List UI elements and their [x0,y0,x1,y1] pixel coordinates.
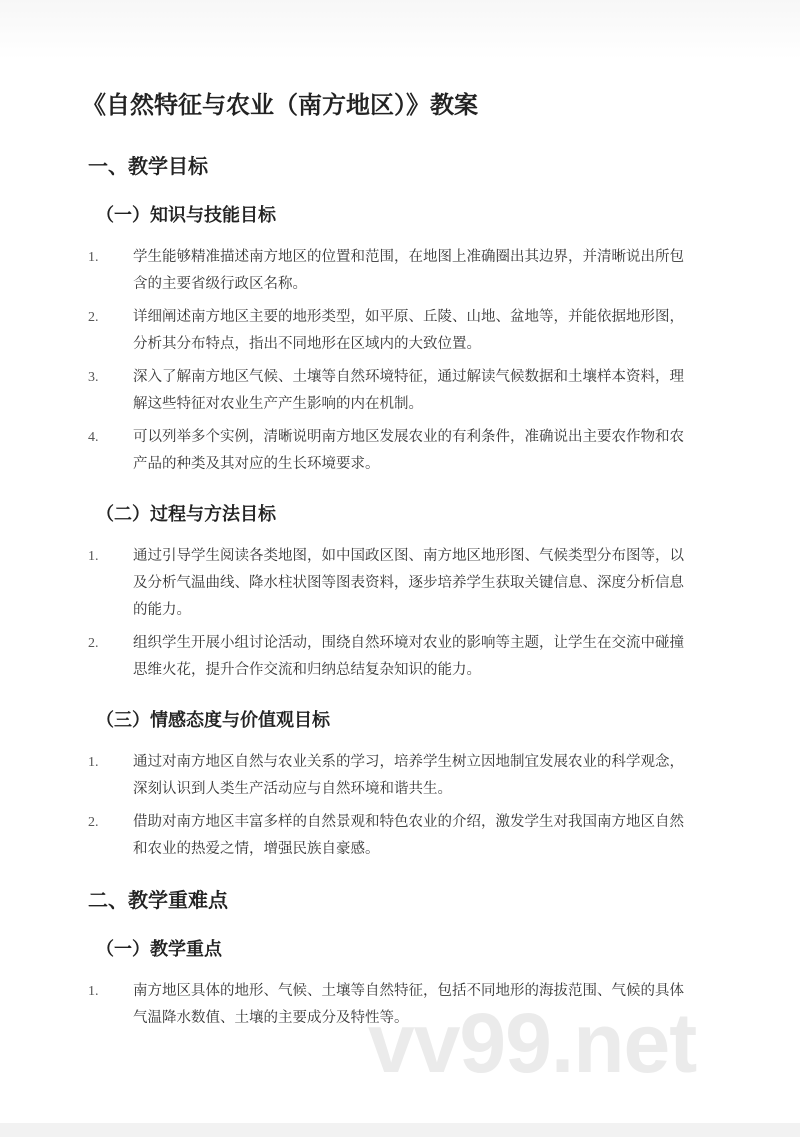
list-item [88,304,692,358]
list-item-number: 3. [88,370,99,385]
list-item-number: 1. [88,755,99,770]
list-item-text: 通过对南方地区自然与农业关系的学习，培养学生树立因地制宜发展农业的科学观念，深刻认识到人类生产活动应与自然环境和谐共生。 [133,754,684,797]
list-item [88,809,692,863]
numbered-list [88,543,692,684]
list-item-text: 借助对南方地区丰富多样的自然景观和特色农业的介绍，激发学生对我国南方地区自然和农业的热爱之情，增强民族自豪感。 [133,814,684,857]
list-item-number: 1. [88,549,99,564]
list-item-text: 学生能够精准描述南方地区的位置和范围，在地图上准确圈出其边界，并清晰说出所包含的主要省级行政区名称。 [133,249,684,292]
subsection-heading: （三）情感态度与价值观目标 [96,710,330,731]
list-item-number: 2. [88,310,99,325]
list-item [88,424,692,478]
document-content [82,86,692,1054]
list-item-number: 1. [88,984,99,999]
list-item-number: 1. [88,250,99,265]
subsection-heading: （二）过程与方法目标 [96,504,276,525]
section-heading: 一、教学目标 [88,154,208,178]
list-item-number: 2. [88,815,99,830]
list-item [88,244,692,298]
numbered-list [88,244,692,478]
list-item-text: 可以列举多个实例，清晰说明南方地区发展农业的有利条件，准确说出主要农作物和农产品的种类及其对应的生长环境要求。 [133,429,684,472]
document-title: 《自然特征与农业（南方地区）》教案 [82,91,478,119]
list-item-text: 组织学生开展小组讨论活动，围绕自然环境对农业的影响等主题，让学生在交流中碰撞思维火花，提升合作交流和归纳总结复杂知识的能力。 [133,635,684,678]
list-item [88,364,692,418]
subsection-heading: （一）教学重点 [96,939,222,960]
subsection-heading: （一）知识与技能目标 [96,205,276,226]
numbered-list [88,749,692,863]
list-item [88,630,692,684]
watermark: vv99.net [368,996,697,1090]
list-item [88,749,692,803]
list-item-number: 4. [88,430,99,445]
page-top-shade [0,0,800,60]
list-item-number: 2. [88,636,99,651]
list-item-text: 通过引导学生阅读各类地图，如中国政区图、南方地区地形图、气候类型分布图等，以及分析气温曲线、降水柱状图等图表资料，逐步培养学生获取关键信息、深度分析信息的能力。 [133,548,684,618]
list-item-text: 深入了解南方地区气候、土壤等自然环境特征，通过解读气候数据和土壤样本资料，理解这些特征对农业生产产生影响的内在机制。 [133,369,684,412]
list-item [88,543,692,624]
list-item-text: 详细阐述南方地区主要的地形类型，如平原、丘陵、山地、盆地等，并能依据地形图，分析其分布特点，指出不同地形在区域内的大致位置。 [133,309,684,352]
section-heading: 二、教学重难点 [88,888,228,912]
list-item-text: 南方地区具体的地形、气候、土壤等自然特征，包括不同地形的海拔范围、气候的具体气温降水数值、土壤的主要成分及特性等。 [133,983,684,1026]
